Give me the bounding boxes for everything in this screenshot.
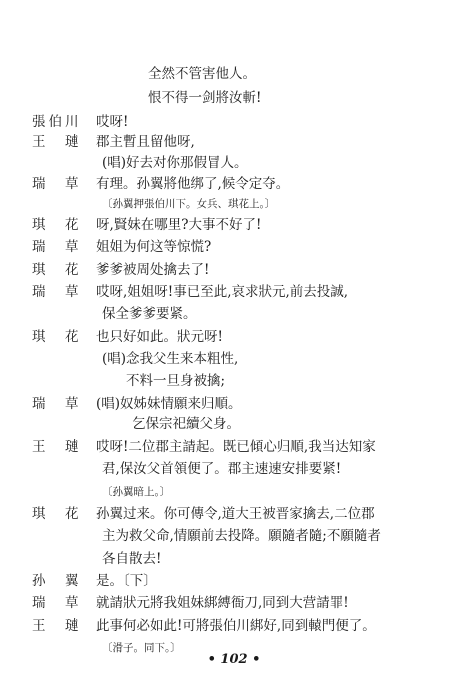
dialogue-text: 乞保宗祀續父身。 bbox=[132, 416, 240, 433]
dialogue-text: (唱)念我父生来本粗性, bbox=[102, 351, 239, 368]
dialogue-text: 是。〔下〕 bbox=[96, 573, 157, 589]
speaker-name: 瑞 草 bbox=[32, 395, 82, 412]
speaker-name: 王 璉 bbox=[32, 438, 82, 455]
dialogue-text: 哎呀!二位郡主請起。既已傾心归順,我当达知家 bbox=[96, 438, 376, 455]
speaker-name: 瑞 草 bbox=[32, 284, 82, 301]
dialogue-text: 孙翼过来。你可傳令,道大王被晋家擒去,二位郡 bbox=[96, 505, 375, 522]
dialogue-text: 各自散去! bbox=[102, 550, 162, 567]
speaker-name: 王 璉 bbox=[32, 617, 82, 634]
dialogue-text: 有理。孙翼將他绑了,候令定夺。 bbox=[96, 175, 290, 192]
dialogue-text: 此事何必如此!可將張伯川綁好,同到轅門便了。 bbox=[96, 617, 376, 634]
dialogue-text: 郡主暫且留他呀, bbox=[96, 134, 195, 151]
dialogue-text: 爹爹被周处擒去了! bbox=[96, 261, 210, 278]
speaker-name: 瑞 草 bbox=[32, 239, 82, 256]
dialogue-text: 也只好如此。狀元呀! bbox=[96, 328, 223, 345]
dialogue-text: 君,保汝父首領便了。郡主速速安排要紧! bbox=[102, 461, 342, 478]
dialogue-text: 姐姐为何这等惊慌? bbox=[96, 239, 212, 256]
dialogue-text: 主为救父命,情願前去投降。願隨者隨;不願隨者 bbox=[102, 528, 381, 545]
dialogue-text: 哎呀,姐姐呀!事已至此,哀求狀元,前去投誠, bbox=[96, 284, 349, 301]
dialogue-text: (唱)好去对你那假冒人。 bbox=[102, 155, 248, 172]
speaker-name: 琪 花 bbox=[32, 216, 82, 233]
stage-direction: 〔孙翼押張伯川下。女兵、琪花上。〕 bbox=[102, 198, 276, 211]
speaker-name: 琪 花 bbox=[32, 505, 82, 522]
dialogue-text: 哎呀! bbox=[96, 113, 129, 130]
speaker-name: 琪 花 bbox=[32, 261, 82, 278]
speaker-name: 張伯川 bbox=[32, 113, 82, 130]
speaker-name: 王 璉 bbox=[32, 134, 82, 151]
dialogue-text: 恨不得一剑將汝斬! bbox=[148, 89, 262, 106]
speaker-name: 琪 花 bbox=[32, 328, 82, 345]
dialogue-text: (唱)奴姊妹情願来归順。 bbox=[96, 395, 242, 412]
dialogue-text: 全然不管害他人。 bbox=[148, 65, 256, 82]
page-number: • 102 • bbox=[207, 652, 261, 667]
stage-direction: 〔滑子。同下。〕 bbox=[102, 642, 181, 655]
stage-direction: 〔孙翼暗上。〕 bbox=[102, 485, 171, 498]
dialogue-text: 呀,賢妹在哪里?大事不好了! bbox=[96, 216, 262, 233]
dialogue-text: 保全爹爹要紧。 bbox=[102, 306, 197, 323]
speaker-name: 瑞 草 bbox=[32, 595, 82, 612]
dialogue-text: 不料一旦身被擒; bbox=[126, 373, 226, 390]
dialogue-text: 就請狀元將我姐妹綁縛衙刀,同到大营請罪! bbox=[96, 595, 349, 612]
speaker-name: 瑞 草 bbox=[32, 175, 82, 192]
speaker-name: 孙 翼 bbox=[32, 573, 82, 589]
